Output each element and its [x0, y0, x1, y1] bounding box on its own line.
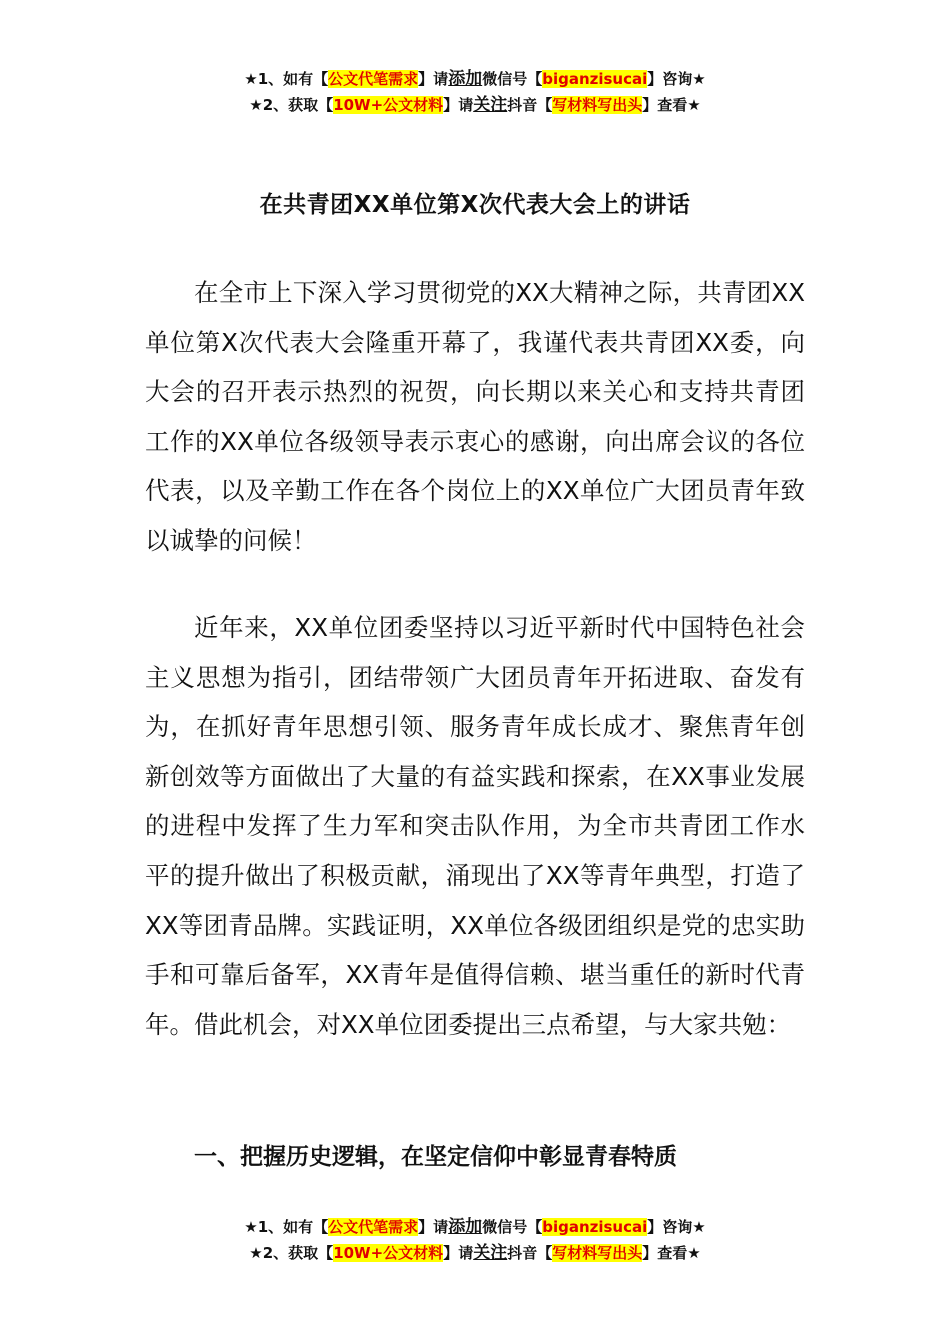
section-heading: 一、把握历史逻辑，在坚定信仰中彰显青春特质	[194, 1144, 677, 1170]
banner-text: 】查看★	[642, 1244, 701, 1262]
banner-text: 】查看★	[642, 96, 701, 114]
banner-highlight: 公文代笔需求	[328, 1218, 419, 1236]
banner-underlined: 关注	[473, 95, 508, 115]
banner-line-2	[0, 92, 950, 118]
header-banner	[0, 66, 950, 118]
banner-highlight: biganzisucai	[542, 70, 648, 88]
banner-text: ★1、如有【	[244, 1218, 329, 1236]
banner-highlight: 10W+公文材料	[333, 1244, 444, 1262]
banner-highlight: 公文代笔需求	[328, 70, 419, 88]
banner-underlined: 添加	[448, 69, 483, 89]
banner-text: ★2、获取【	[249, 1244, 334, 1262]
banner-text: ★2、获取【	[249, 96, 334, 114]
document-title: 在共青团XX单位第X次代表大会上的讲话	[259, 192, 691, 218]
banner-text: 微信号【	[482, 1218, 543, 1236]
banner-text: 抖音【	[507, 96, 553, 114]
banner-text: 】请	[418, 70, 449, 88]
banner-text: 】请	[443, 96, 474, 114]
banner-line-1	[0, 1214, 950, 1240]
banner-line-2	[0, 1240, 950, 1266]
banner-highlight: 写材料写出头	[552, 1244, 643, 1262]
paragraph-1: 在全市上下深入学习贯彻党的XX大精神之际，共青团XX单位第X次代表大会隆重开幕了，我谨代表共青团XX委，向大会的召开表示热烈的祝贺，向长期以来关心和支持共青团工作的XX单位各级领导表示衷心的感谢，向出席会议的各位代表，以及辛勤工作在各个岗位上的XX单位广大团员青年致以诚挚的问候！	[145, 278, 805, 555]
banner-line-1	[0, 66, 950, 92]
footer-banner	[0, 1214, 950, 1266]
banner-underlined: 关注	[473, 1243, 508, 1263]
banner-text: ★1、如有【	[244, 70, 329, 88]
banner-text: 】请	[443, 1244, 474, 1262]
banner-text: 】咨询★	[647, 1218, 706, 1236]
banner-text: 抖音【	[507, 1244, 553, 1262]
banner-highlight: 写材料写出头	[552, 96, 643, 114]
banner-text: 】请	[418, 1218, 449, 1236]
banner-highlight: 10W+公文材料	[333, 96, 444, 114]
paragraph-2: 近年来，XX单位团委坚持以习近平新时代中国特色社会主义思想为指引，团结带领广大团员青年开拓进取、奋发有为，在抓好青年思想引领、服务青年成长成才、聚焦青年创新创效等方面做出了大量的有益实践和探索，在XX事业发展的进程中发挥了生力军和突击队作用，为全市共青团工作水平的提升做出了积极贡献，涌现出了XX等青年典型，打造了XX等团青品牌。实践证明，XX单位各级团组织是党的忠实助手和可靠后备军，XX青年是值得信赖、堪当重任的新时代青年。借此机会，对XX单位团委提出三点希望，与大家共勉：	[145, 613, 805, 1039]
banner-underlined: 添加	[448, 1217, 483, 1237]
banner-text: 】咨询★	[647, 70, 706, 88]
banner-text: 微信号【	[482, 70, 543, 88]
banner-highlight: biganzisucai	[542, 1218, 648, 1236]
